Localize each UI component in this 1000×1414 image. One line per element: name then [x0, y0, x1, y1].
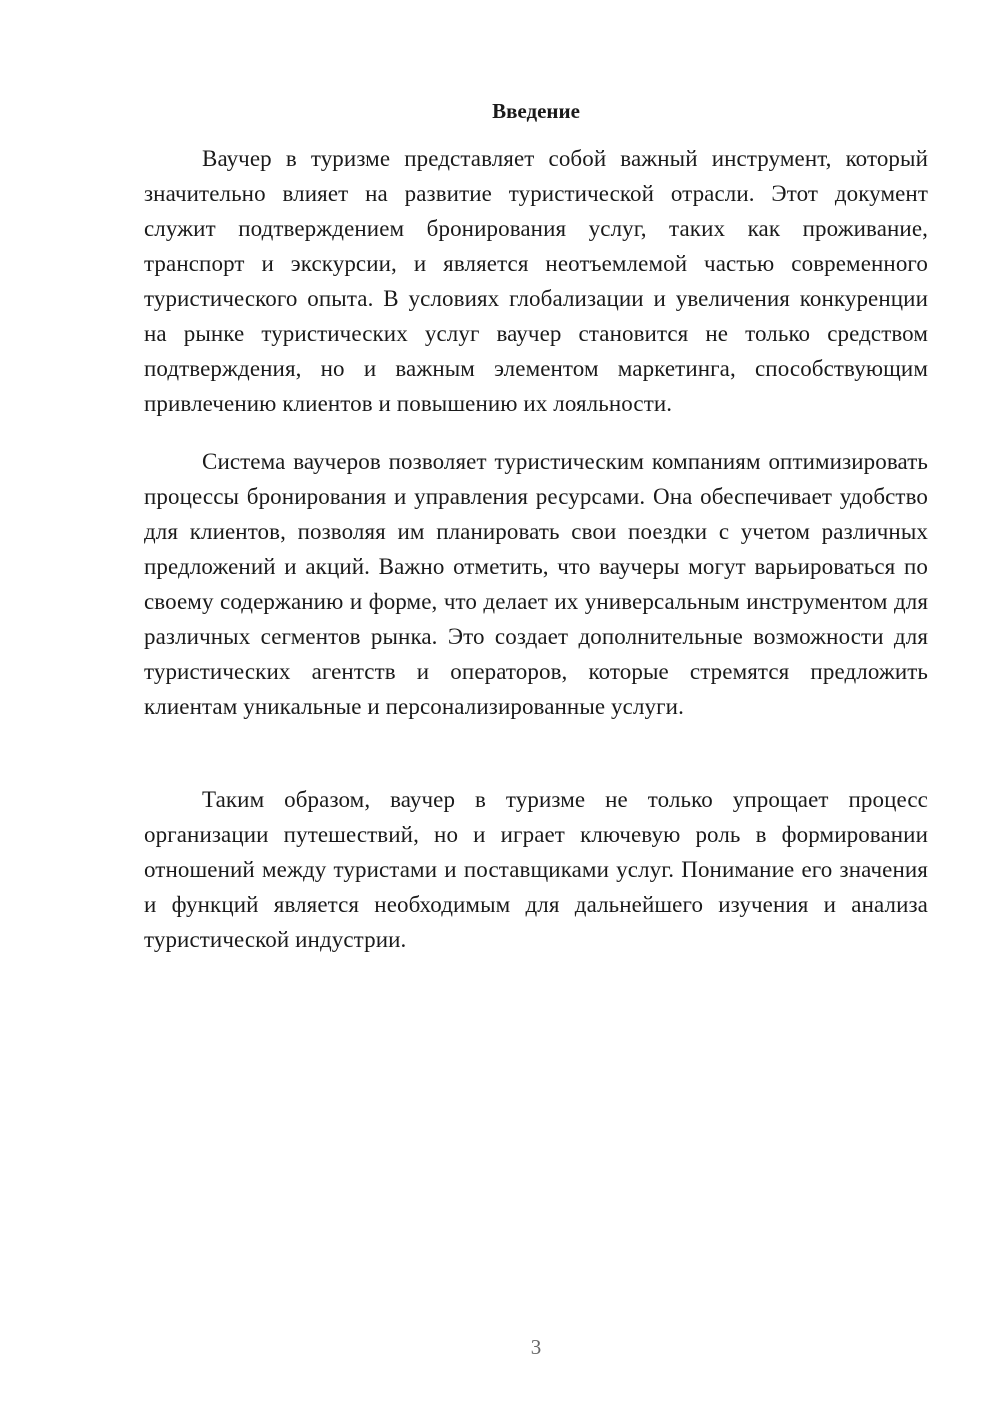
paragraph-3: Таким образом, ваучер в туризме не только упрощает процесс организации путешествий, но и играет ключевую роль в формировании отношений между туристами и поставщиками услуг. Понимание его значения и функций является необходимым для дальнейшего изучения и анализа туристической индустрии.: [144, 787, 928, 952]
page-number: 3: [530, 1335, 542, 1359]
page-title: Введение: [492, 99, 580, 123]
paragraph-2: Система ваучеров позволяет туристическим компаниям оптимизировать процессы бронирования и управления ресурсами. Она обеспечивает удобство для клиентов, позволяя им планировать свои поездки с учетом различных предложений и акций. Важно отметить, что ваучеры могут варьироваться по своему содержанию и форме, что делает их универсальным инструментом для различных сегментов рынка. Это создает дополнительные возможности для туристических агентств и операторов, которые стремятся предложить клиентам уникальные и персонализированные услуги.: [144, 449, 928, 719]
paragraph-1: Ваучер в туризме представляет собой важный инструмент, который значительно влияет на развитие туристической отрасли. Этот документ служит подтверждением бронирования услуг, таких как проживание, транспорт и экскурсии, и является неотъемлемой частью современного туристического опыта. В условиях глобализации и увеличения конкуренции на рынке туристических услуг ваучер становится не только средством подтверждения, но и важным элементом маркетинга, способствующим привлечению клиентов и повышению их лояльности.: [144, 146, 928, 416]
